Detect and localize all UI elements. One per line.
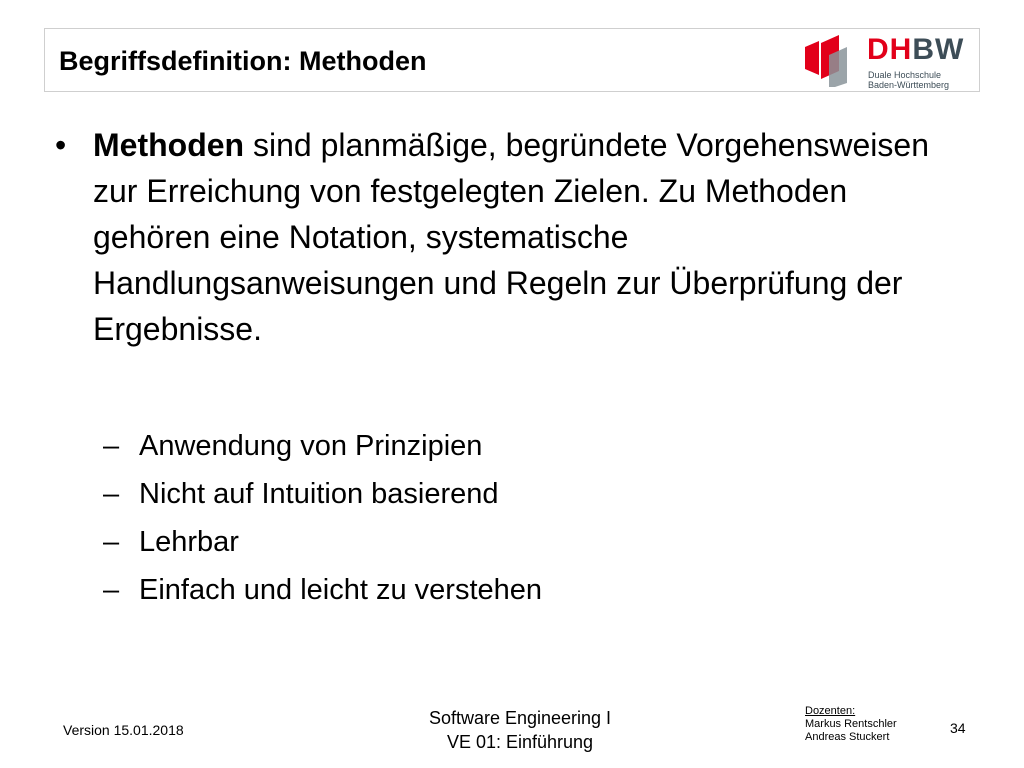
main-bullet bbox=[55, 122, 955, 352]
sub-bullet-item: – Anwendung von Prinzipien bbox=[103, 430, 483, 462]
lecturers-label: Dozenten: bbox=[805, 705, 856, 717]
lecturer-name: Markus Rentschler bbox=[805, 718, 897, 730]
main-bullet-bold: Methoden bbox=[93, 127, 245, 163]
dhbw-logo-mark-icon bbox=[803, 31, 865, 87]
sub-bullet-item: – Lehrbar bbox=[103, 526, 239, 558]
footer-lecturers bbox=[805, 705, 897, 744]
sub-bullet-item: – Einfach und leicht zu verstehen bbox=[103, 574, 543, 606]
lecturer-name: Andreas Stuckert bbox=[805, 731, 890, 743]
page-number: 34 bbox=[950, 720, 966, 736]
slide-title: Begriffsdefinition: Methoden bbox=[59, 46, 427, 76]
title-box bbox=[44, 28, 980, 92]
footer-course-line-1: Software Engineering I bbox=[428, 708, 612, 728]
main-bullet-text bbox=[93, 122, 955, 352]
footer-course bbox=[410, 706, 630, 754]
footer-course-line-2: VE 01: Einführung bbox=[446, 732, 594, 752]
bullet-dot: • bbox=[55, 127, 67, 163]
sub-bullet-list bbox=[103, 422, 542, 614]
dhbw-logo bbox=[803, 29, 973, 91]
footer-version: Version 15.01.2018 bbox=[63, 722, 184, 738]
logo-line-1: Duale Hochschule bbox=[868, 70, 942, 80]
main-bullet-body: sind planmäßige, begründete Vorgehensweisen zur Erreichung von festgelegten Zielen. Zu Methoden gehören eine Notation, systematische Handlungsanweisungen und Regeln zur Überprüfung der Ergebnisse. bbox=[93, 127, 929, 347]
logo-line-2: Baden-Württemberg bbox=[868, 80, 950, 90]
sub-bullet-item: – Nicht auf Intuition basierend bbox=[103, 478, 499, 510]
logo-wordmark: DHBW bbox=[867, 33, 965, 66]
